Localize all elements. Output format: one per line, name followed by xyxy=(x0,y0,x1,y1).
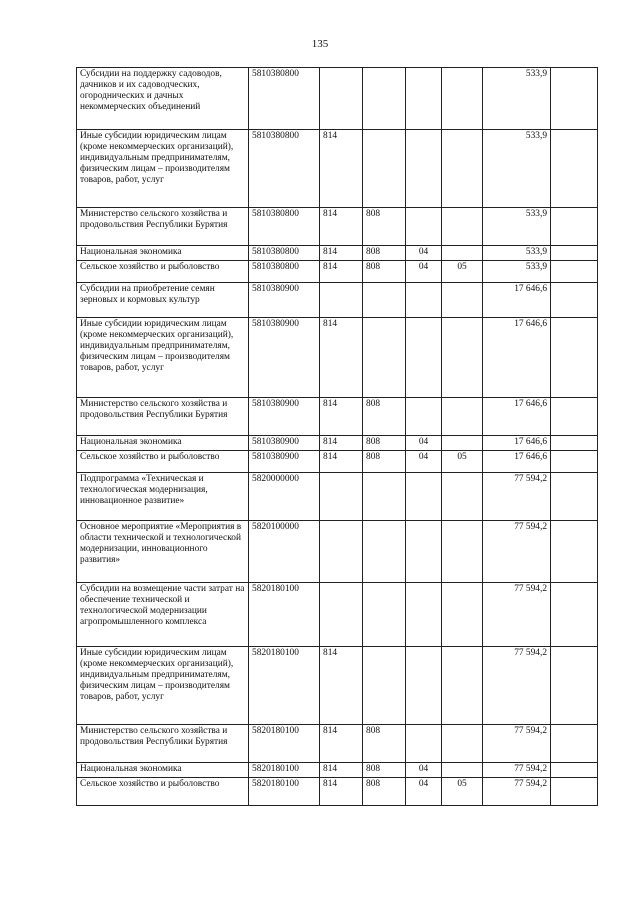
row-name-cell: Министерство сельского хозяйства и продовольствия Республики Бурятия xyxy=(77,398,249,436)
table-row xyxy=(77,583,598,647)
row-grbs-cell xyxy=(363,130,406,208)
row-grbs-cell: 808 xyxy=(363,436,406,451)
row-code-cell: 5820180100 xyxy=(249,725,320,763)
row-amount-cell: 17 646,6 xyxy=(483,451,551,473)
row-grbs-cell xyxy=(363,647,406,725)
row-code-cell: 5810380800 xyxy=(249,130,320,208)
row-name-cell: Иные субсидии юридическим лицам (кроме некоммерческих организаций), индивидуальным предпринимателям, физическим лицам – производителям товаров, работ, услуг xyxy=(77,318,249,398)
row-amount-cell: 533,9 xyxy=(483,261,551,283)
row-amount-cell: 533,9 xyxy=(483,246,551,261)
row-empty-cell xyxy=(551,647,598,725)
row-section-cell xyxy=(406,647,442,725)
row-amount-cell: 77 594,2 xyxy=(483,583,551,647)
row-section-cell xyxy=(406,583,442,647)
row-admin-cell: 814 xyxy=(320,130,363,208)
table-row xyxy=(77,398,598,436)
table-row xyxy=(77,68,598,130)
row-code-cell: 5820100000 xyxy=(249,521,320,583)
row-admin-cell: 814 xyxy=(320,436,363,451)
row-empty-cell xyxy=(551,68,598,130)
row-subsection-cell xyxy=(442,521,483,583)
row-grbs-cell: 808 xyxy=(363,261,406,283)
row-name-cell: Подпрограмма «Техническая и технологическая модернизация, инновационное развитие» xyxy=(77,473,249,521)
row-amount-cell: 533,9 xyxy=(483,130,551,208)
row-code-cell: 5820180100 xyxy=(249,583,320,647)
row-empty-cell xyxy=(551,261,598,283)
row-name-cell: Национальная экономика xyxy=(77,246,249,261)
row-amount-cell: 17 646,6 xyxy=(483,283,551,318)
row-name-cell: Сельское хозяйство и рыболовство xyxy=(77,778,249,806)
row-grbs-cell xyxy=(363,473,406,521)
row-section-cell xyxy=(406,130,442,208)
table-row xyxy=(77,436,598,451)
row-empty-cell xyxy=(551,451,598,473)
row-subsection-cell xyxy=(442,583,483,647)
row-grbs-cell xyxy=(363,283,406,318)
row-grbs-cell: 808 xyxy=(363,778,406,806)
row-amount-cell: 17 646,6 xyxy=(483,318,551,398)
row-empty-cell xyxy=(551,436,598,451)
row-code-cell: 5810380900 xyxy=(249,398,320,436)
row-grbs-cell: 808 xyxy=(363,398,406,436)
row-admin-cell: 814 xyxy=(320,246,363,261)
row-empty-cell xyxy=(551,778,598,806)
row-empty-cell xyxy=(551,246,598,261)
table-row xyxy=(77,451,598,473)
row-admin-cell: 814 xyxy=(320,398,363,436)
row-admin-cell xyxy=(320,521,363,583)
row-name-cell: Национальная экономика xyxy=(77,436,249,451)
row-code-cell: 5820180100 xyxy=(249,778,320,806)
row-empty-cell xyxy=(551,318,598,398)
row-code-cell: 5810380800 xyxy=(249,208,320,246)
row-grbs-cell: 808 xyxy=(363,208,406,246)
row-grbs-cell xyxy=(363,318,406,398)
row-section-cell xyxy=(406,725,442,763)
row-section-cell xyxy=(406,521,442,583)
row-admin-cell: 814 xyxy=(320,778,363,806)
row-amount-cell: 77 594,2 xyxy=(483,725,551,763)
budget-table xyxy=(76,67,598,806)
row-grbs-cell xyxy=(363,68,406,130)
row-amount-cell: 77 594,2 xyxy=(483,778,551,806)
row-grbs-cell: 808 xyxy=(363,725,406,763)
row-subsection-cell: 05 xyxy=(442,778,483,806)
table-row xyxy=(77,130,598,208)
row-section-cell xyxy=(406,318,442,398)
row-admin-cell: 814 xyxy=(320,647,363,725)
row-admin-cell: 814 xyxy=(320,318,363,398)
row-name-cell: Министерство сельского хозяйства и продовольствия Республики Бурятия xyxy=(77,208,249,246)
row-name-cell: Иные субсидии юридическим лицам (кроме некоммерческих организаций), индивидуальным предпринимателям, физическим лицам – производителям товаров, работ, услуг xyxy=(77,647,249,725)
row-section-cell: 04 xyxy=(406,246,442,261)
row-name-cell: Субсидии на возмещение части затрат на обеспечение технической и технологической модернизации агропромышленного комплекса xyxy=(77,583,249,647)
row-amount-cell: 77 594,2 xyxy=(483,763,551,778)
row-empty-cell xyxy=(551,725,598,763)
row-name-cell: Субсидии на поддержку садоводов, дачников и их садоводческих, огороднических и дачных некоммерческих объединений xyxy=(77,68,249,130)
row-subsection-cell xyxy=(442,208,483,246)
table-row xyxy=(77,763,598,778)
row-subsection-cell xyxy=(442,647,483,725)
row-name-cell: Национальная экономика xyxy=(77,763,249,778)
row-empty-cell xyxy=(551,583,598,647)
row-empty-cell xyxy=(551,130,598,208)
row-admin-cell xyxy=(320,583,363,647)
row-empty-cell xyxy=(551,473,598,521)
row-empty-cell xyxy=(551,283,598,318)
row-grbs-cell: 808 xyxy=(363,763,406,778)
row-code-cell: 5810380800 xyxy=(249,246,320,261)
table-row xyxy=(77,778,598,806)
row-grbs-cell xyxy=(363,521,406,583)
row-subsection-cell xyxy=(442,763,483,778)
row-amount-cell: 17 646,6 xyxy=(483,398,551,436)
table-row xyxy=(77,246,598,261)
row-section-cell: 04 xyxy=(406,261,442,283)
row-amount-cell: 17 646,6 xyxy=(483,436,551,451)
row-amount-cell: 77 594,2 xyxy=(483,647,551,725)
table-row xyxy=(77,521,598,583)
row-subsection-cell xyxy=(442,725,483,763)
row-section-cell: 04 xyxy=(406,451,442,473)
row-grbs-cell: 808 xyxy=(363,246,406,261)
row-section-cell: 04 xyxy=(406,436,442,451)
row-code-cell: 5810380900 xyxy=(249,436,320,451)
row-empty-cell xyxy=(551,763,598,778)
row-section-cell xyxy=(406,68,442,130)
row-code-cell: 5820180100 xyxy=(249,763,320,778)
row-grbs-cell: 808 xyxy=(363,451,406,473)
table-row xyxy=(77,318,598,398)
row-code-cell: 5810380800 xyxy=(249,261,320,283)
row-subsection-cell xyxy=(442,398,483,436)
table-row xyxy=(77,283,598,318)
row-section-cell: 04 xyxy=(406,763,442,778)
row-amount-cell: 533,9 xyxy=(483,208,551,246)
row-subsection-cell xyxy=(442,473,483,521)
table-row xyxy=(77,473,598,521)
row-subsection-cell: 05 xyxy=(442,451,483,473)
table-row xyxy=(77,647,598,725)
row-name-cell: Сельское хозяйство и рыболовство xyxy=(77,261,249,283)
row-subsection-cell: 05 xyxy=(442,261,483,283)
row-empty-cell xyxy=(551,208,598,246)
row-subsection-cell xyxy=(442,318,483,398)
row-section-cell xyxy=(406,398,442,436)
row-name-cell: Министерство сельского хозяйства и продовольствия Республики Бурятия xyxy=(77,725,249,763)
row-subsection-cell xyxy=(442,283,483,318)
table-row xyxy=(77,725,598,763)
row-code-cell: 5820000000 xyxy=(249,473,320,521)
row-admin-cell: 814 xyxy=(320,763,363,778)
row-code-cell: 5810380900 xyxy=(249,318,320,398)
row-amount-cell: 533,9 xyxy=(483,68,551,130)
row-admin-cell: 814 xyxy=(320,208,363,246)
row-grbs-cell xyxy=(363,583,406,647)
page-number: 135 xyxy=(311,38,329,50)
row-section-cell: 04 xyxy=(406,778,442,806)
row-admin-cell xyxy=(320,68,363,130)
row-amount-cell: 77 594,2 xyxy=(483,473,551,521)
row-name-cell: Иные субсидии юридическим лицам (кроме некоммерческих организаций), индивидуальным предпринимателям, физическим лицам – производителям товаров, работ, услуг xyxy=(77,130,249,208)
row-code-cell: 5820180100 xyxy=(249,647,320,725)
row-admin-cell: 814 xyxy=(320,451,363,473)
row-name-cell: Субсидии на приобретение семян зерновых и кормовых культур xyxy=(77,283,249,318)
table-row xyxy=(77,208,598,246)
row-empty-cell xyxy=(551,521,598,583)
row-section-cell xyxy=(406,283,442,318)
row-name-cell: Сельское хозяйство и рыболовство xyxy=(77,451,249,473)
row-amount-cell: 77 594,2 xyxy=(483,521,551,583)
row-subsection-cell xyxy=(442,246,483,261)
row-admin-cell: 814 xyxy=(320,261,363,283)
table-row xyxy=(77,261,598,283)
row-code-cell: 5810380900 xyxy=(249,451,320,473)
row-subsection-cell xyxy=(442,68,483,130)
row-code-cell: 5810380800 xyxy=(249,68,320,130)
row-subsection-cell xyxy=(442,436,483,451)
row-admin-cell xyxy=(320,283,363,318)
row-code-cell: 5810380900 xyxy=(249,283,320,318)
row-empty-cell xyxy=(551,398,598,436)
row-section-cell xyxy=(406,208,442,246)
row-admin-cell xyxy=(320,473,363,521)
budget-table-body xyxy=(77,68,598,806)
row-subsection-cell xyxy=(442,130,483,208)
row-admin-cell: 814 xyxy=(320,725,363,763)
row-section-cell xyxy=(406,473,442,521)
row-name-cell: Основное мероприятие «Мероприятия в области технической и технологической модернизации, инновационного развития» xyxy=(77,521,249,583)
